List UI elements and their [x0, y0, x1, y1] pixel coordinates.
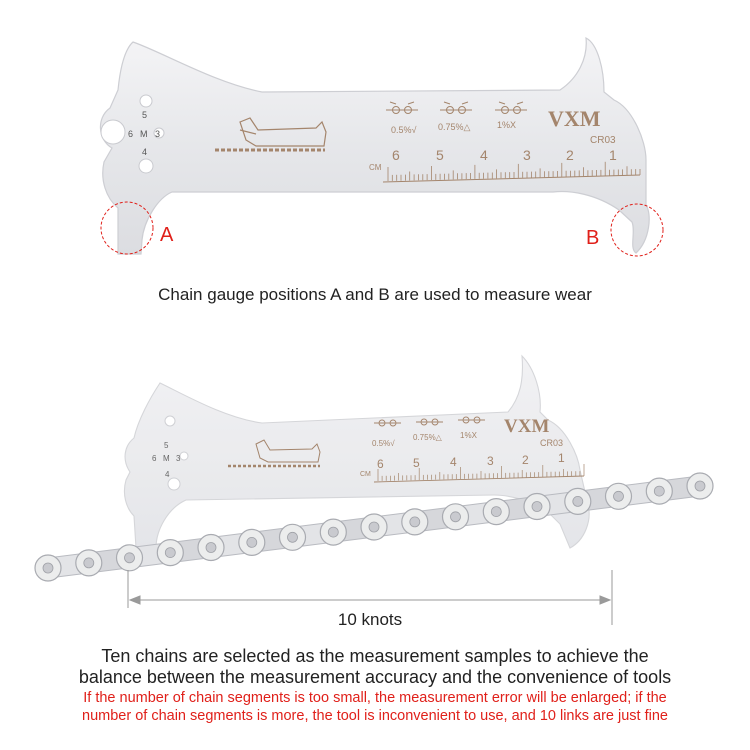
- size-mark-3: 3: [155, 129, 161, 139]
- scale-5-top: 5: [436, 147, 444, 163]
- size-mark-6-bottom: 6: [152, 454, 157, 463]
- caption-top: Chain gauge positions A and B are used to measure wear: [158, 285, 592, 304]
- wear-label-075: 0.75%△: [438, 122, 471, 132]
- chain-pin: [165, 548, 175, 558]
- size-mark-6: 6: [128, 129, 134, 139]
- chain-pin: [410, 517, 420, 527]
- scale-4-top: 4: [480, 147, 488, 163]
- size-mark-m-bottom: M: [163, 454, 170, 463]
- chain-pin: [125, 553, 135, 563]
- chain-pin: [84, 558, 94, 568]
- chain-pin: [654, 486, 664, 496]
- scale-4-bottom: 4: [450, 455, 457, 469]
- hole-4-top: [139, 159, 153, 173]
- chain-pin: [206, 543, 216, 553]
- brand-logo-bottom: VXM: [504, 416, 550, 437]
- description-line-1: Ten chains are selected as the measurement samples to achieve the: [101, 646, 649, 666]
- scale-5-bottom: 5: [413, 456, 420, 470]
- hole-5-top: [140, 95, 152, 107]
- size-mark-4: 4: [142, 147, 148, 157]
- chain-pin: [369, 522, 379, 532]
- scale-6-top: 6: [392, 147, 400, 163]
- scale-1-bottom: 1: [558, 451, 565, 465]
- scale-1-top: 1: [609, 147, 617, 163]
- chain-pin: [695, 481, 705, 491]
- wear-label-1-bottom: 1%X: [460, 431, 477, 440]
- marker-label-b: B: [586, 227, 600, 249]
- brand-logo-top: VXM: [548, 106, 601, 131]
- size-mark-5-bottom: 5: [164, 441, 169, 450]
- size-mark-4-bottom: 4: [165, 470, 170, 479]
- model-code-bottom: CR03: [540, 438, 564, 448]
- wear-label-05: 0.5%√: [391, 125, 417, 135]
- scale-2-bottom: 2: [522, 453, 529, 467]
- measure-label: 10 knots: [337, 610, 403, 629]
- size-mark-m: M: [140, 129, 148, 139]
- marker-label-a: A: [160, 224, 174, 246]
- hole-5-bottom: [165, 416, 175, 426]
- chain-pin: [328, 527, 338, 537]
- chain-pin: [43, 563, 53, 573]
- hole-4-bottom: [168, 478, 180, 490]
- note-line-2: number of chain segments is more, the tool is inconvenient to use, and 10 links are just fine: [82, 708, 668, 724]
- wear-label-1: 1%X: [497, 120, 517, 130]
- scale-3-top: 3: [523, 147, 531, 163]
- hole-3-bottom: [180, 452, 188, 460]
- chain-pin: [532, 502, 542, 512]
- scale-2-top: 2: [566, 147, 574, 163]
- size-mark-3-bottom: 3: [176, 454, 181, 463]
- unit-cm-bottom: CM: [360, 471, 371, 478]
- chain-pin: [573, 496, 583, 506]
- chain-pin: [491, 507, 501, 517]
- model-code-top: CR03: [590, 135, 616, 146]
- chain-pin: [247, 537, 257, 547]
- chain-pin: [288, 532, 298, 542]
- scale-3-bottom: 3: [487, 454, 494, 468]
- chain-gauge-top: [100, 38, 649, 254]
- note-line-1: If the number of chain segments is too small, the measurement error will be enlarged; if the: [83, 690, 667, 706]
- wear-label-05-bottom: 0.5%√: [372, 439, 395, 448]
- chain-pin: [614, 491, 624, 501]
- gauge-body-top: [100, 38, 649, 254]
- description-line-2: balance between the measurement accuracy and the convenience of tools: [78, 667, 672, 687]
- wear-label-075-bottom: 0.75%△: [413, 433, 442, 442]
- chain-pin: [451, 512, 461, 522]
- size-mark-5: 5: [142, 110, 148, 120]
- scale-6-bottom: 6: [377, 457, 384, 471]
- hole-large-top: [101, 120, 125, 144]
- unit-cm-top: CM: [369, 163, 382, 172]
